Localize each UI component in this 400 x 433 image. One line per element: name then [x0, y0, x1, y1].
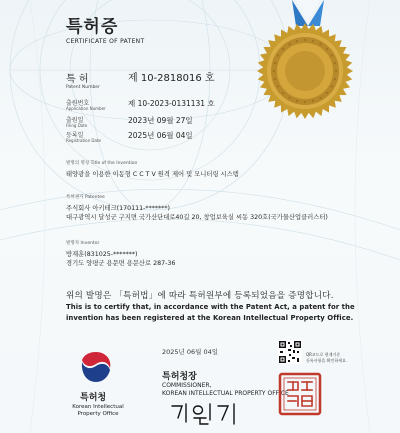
- seal-dot: [296, 40, 298, 42]
- kipo-logo-icon: [76, 346, 116, 386]
- certificate-title: 특허증: [66, 17, 119, 37]
- application-number-label-en: Application Number: [66, 106, 106, 111]
- seal-dot: [319, 43, 321, 45]
- seal-dot: [288, 43, 290, 45]
- certification-statement-ko: 위의 발명은 「특허법」에 따라 특허원부에 등록되었음을 증명합니다.: [66, 291, 334, 301]
- inventor-label: 발명자 Inventor: [66, 241, 100, 246]
- patentee-label: 특허권자 Patentee: [66, 195, 105, 200]
- registration-date-label: 등록일: [66, 132, 84, 139]
- seal-dot: [277, 54, 279, 56]
- patent-number-value: 제 10-2818016 호: [128, 73, 215, 84]
- application-number-label: 출원번호: [66, 100, 90, 107]
- filing-date-label: 출원일: [66, 117, 84, 124]
- seal-dot: [274, 78, 276, 80]
- seal-dot: [282, 48, 284, 50]
- office-name-en-line2: Property Office: [77, 411, 119, 417]
- application-number-value: 제 10-2023-0131131 호: [128, 99, 215, 108]
- seal-dot: [282, 92, 284, 94]
- seal-dot: [274, 62, 276, 64]
- filing-date-label-en: Filing Date: [66, 123, 88, 128]
- seal-dot: [326, 48, 328, 50]
- commissioner-en-line2: KOREAN INTELLECTUAL PROPERTY OFFICE: [162, 390, 289, 397]
- seal-dot: [334, 78, 336, 80]
- registration-date-label-en: Registration Date: [66, 138, 101, 143]
- office-name: 특허청: [80, 393, 107, 403]
- commissioner-en-line1: COMMISSIONER,: [162, 382, 212, 389]
- seal-dot: [335, 70, 337, 72]
- seal-dot: [304, 39, 306, 41]
- gold-seal-icon: [254, 20, 356, 122]
- seal-dot: [319, 97, 321, 99]
- seal-dot: [288, 97, 290, 99]
- certification-statement-en-line2: invention has been registered at the Korean Intellectual Property Office.: [66, 314, 354, 322]
- commissioner-signature-icon: [168, 398, 242, 428]
- patent-number-label: 특 허: [66, 74, 89, 85]
- qr-note-line2: 등록사항을 확인하세요.: [306, 358, 348, 363]
- seal-dot: [296, 100, 298, 102]
- seal-dot: [312, 100, 314, 102]
- official-stamp-icon: [278, 372, 322, 416]
- seal-dot: [331, 85, 333, 87]
- patentee-address: 대구광역시 달성군 구지면 국가산단대로40길 20, 창업보육실 씨동 320호(국가물산업클러스터): [66, 214, 328, 221]
- seal-dot: [331, 54, 333, 56]
- seal-dot: [334, 62, 336, 64]
- issue-date: 2025년 06월 04일: [162, 348, 219, 356]
- office-name-en-line1: Korean Intellectual: [72, 404, 124, 410]
- qr-note-line1: QR코드로 현재기준: [306, 352, 341, 357]
- patentee-name: 주식회사 아키테크(170111-*******): [66, 205, 170, 212]
- seal-ring-3: [285, 51, 325, 91]
- qr-code-icon[interactable]: [278, 340, 302, 364]
- invention-title-label: 발명의 명칭 Title of the Invention: [66, 161, 138, 166]
- invention-title: 태양광을 이용한 이동형 C C T V 원격 제어 및 모니터링 시스템: [66, 171, 239, 178]
- inventor-name: 방재훈(831025-*******): [66, 251, 138, 258]
- filing-date-value: 2023년 09월 27일: [128, 116, 193, 125]
- registration-date-value: 2025년 06월 04일: [128, 131, 193, 140]
- inventor-address: 경기도 양평군 용문면 용문산로 287-36: [66, 260, 176, 267]
- seal-dot: [304, 101, 306, 103]
- commissioner-title: 특허청장: [162, 372, 197, 382]
- seal-dot: [326, 92, 328, 94]
- certificate-subtitle: CERTIFICATE OF PATENT: [66, 38, 145, 45]
- seal-dot: [277, 85, 279, 87]
- seal-dot: [273, 70, 275, 72]
- certification-statement-en-line1: This is to certify that, in accordance with the Patent Act, a patent for the: [66, 303, 355, 311]
- seal-dot: [312, 40, 314, 42]
- patent-number-label-en: Patent Number: [66, 85, 100, 90]
